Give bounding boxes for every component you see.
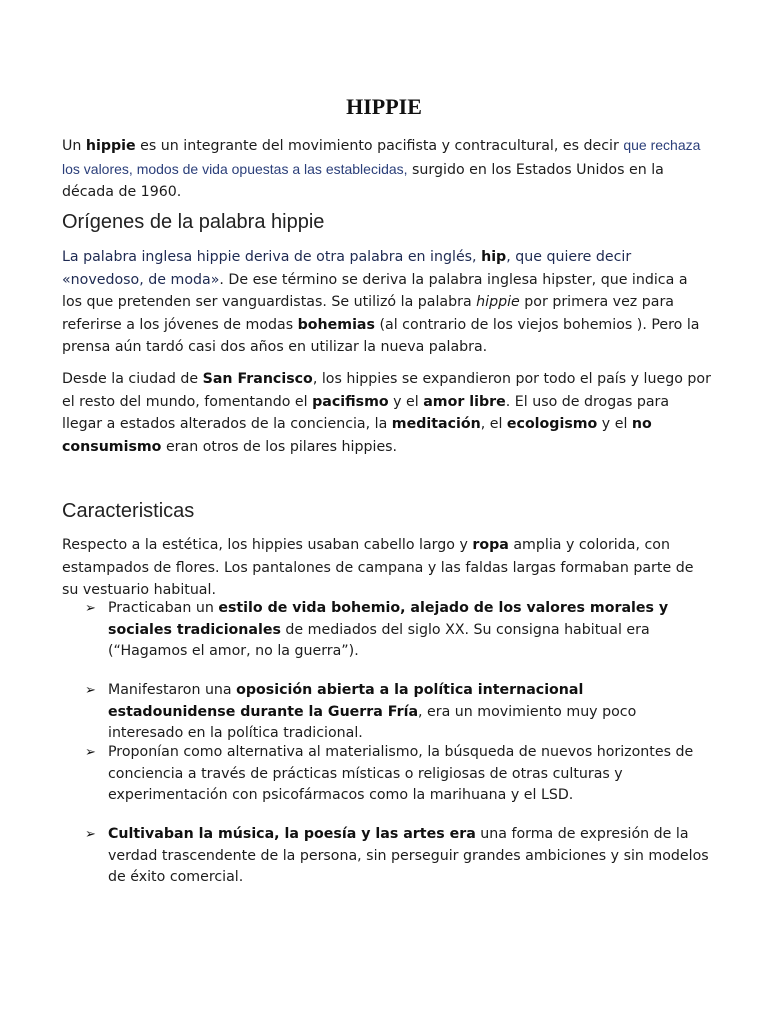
caracteristicas-paragraph	[62, 534, 712, 602]
bullet-1-bold: estilo de vida bohemio, alejado de los valores morales y sociales tradicionales	[108, 600, 669, 638]
bullet-4-bold: Cultivaban la música, la poesía y las artes era	[108, 826, 476, 842]
heading-origenes: Orígenes de la palabra hippie	[62, 211, 325, 233]
p2-text-7: eran otros de los pilares hippies.	[161, 438, 398, 455]
car-bold-ropa: ropa	[472, 537, 509, 553]
origenes-paragraph-2	[62, 368, 712, 458]
arrow-bullet-icon: ➢	[85, 601, 96, 616]
arrow-bullet-icon: ➢	[85, 683, 96, 698]
intro-link-text[interactable]: que rechaza los valores, modos de vida opuestas a las establecidas,	[62, 137, 701, 177]
p2-bold-san-francisco: San Francisco	[202, 371, 313, 387]
intro-text-1: Un	[62, 138, 86, 154]
document-title: HIPPIE	[346, 94, 422, 119]
p2-text-6: y el	[597, 416, 632, 432]
bullet-text-2	[108, 680, 715, 745]
bullet-2-bold: oposición abierta a la política internacional estadounidense durante la Guerra Fría	[108, 682, 584, 720]
bullet-1-text-a: Practicaban un	[108, 600, 219, 616]
origenes-text-5: (al contrario de los viejos bohemios ). Pero la prensa aún tardó casi dos años en utilizar la nueva palabra.	[62, 316, 700, 355]
intro-text-2: es un integrante del movimiento pacifista y contracultural, es decir	[135, 138, 624, 154]
bullet-4-text-b: una forma de expresión de la verdad trascendente de la persona, sin perseguir grandes ambiciones y sin modelos de éxito comercial.	[108, 826, 709, 885]
bullet-item-3	[85, 742, 715, 807]
p2-bold-pacifismo: pacifismo	[312, 393, 389, 410]
origenes-text-2: , que quiere decir «novedoso, de moda»	[62, 249, 632, 288]
bullet-3-text-a: Proponían como alternativa al materialismo, la búsqueda de nuevos horizontes de conciencia a través de prácticas místicas o religiosas de otras culturas y experimentación con psicofármacos como la marihuana y el LSD.	[108, 744, 694, 803]
p2-text-5: , el	[480, 416, 507, 432]
origenes-text-4: por primera vez para referirse a los jóvenes de modas	[62, 294, 674, 333]
p2-text-1: Desde la ciudad de	[62, 371, 203, 387]
bullet-text-1	[108, 598, 715, 663]
arrow-bullet-icon: ➢	[85, 745, 96, 760]
p2-bold-ecologismo: ecologismo	[506, 416, 598, 432]
p2-text-3: y el	[388, 393, 424, 410]
p2-text-2: , los hippies se expandieron por todo el país y luego por el resto del mundo, fomentando el	[62, 371, 711, 410]
bullet-item-2	[85, 680, 715, 745]
car-text-1: Respecto a la estética, los hippies usaban cabello largo y	[62, 537, 473, 553]
bullet-item-4	[85, 824, 715, 889]
bullet-2-text-a: Manifestaron una	[108, 682, 237, 698]
p2-bold-no-consumismo: no consumismo	[62, 416, 652, 455]
p2-bold-meditacion: meditación	[391, 416, 481, 432]
intro-bold-hippie: hippie	[85, 138, 136, 154]
intro-text-3: surgido en los Estados Unidos en la década de 1960.	[62, 161, 664, 200]
bullet-1-text-b: de mediados del siglo XX. Su consigna habitual era (“Hagamos el amor, no la guerra”).	[108, 621, 650, 659]
car-text-2: amplia y colorida, con estampados de flores. Los pantalones de campana y las faldas largas formaban parte de su vestuario habitual.	[62, 537, 694, 598]
bullet-text-3	[108, 742, 715, 807]
origenes-italic-hippie: hippie	[476, 294, 520, 310]
bullet-text-4	[108, 824, 715, 889]
p2-bold-amor-libre: amor libre	[423, 393, 506, 410]
p2-text-4: . El uso de drogas para llegar a estados alterados de la conciencia, la	[62, 393, 670, 432]
bullet-2-text-b: , era un movimiento muy poco interesado en la política tradicional.	[108, 703, 637, 741]
heading-caracteristicas: Caracteristicas	[62, 500, 195, 522]
origenes-paragraph-1	[62, 246, 712, 359]
origenes-bold-bohemias: bohemias	[297, 316, 375, 333]
origenes-text-3: . De ese término se deriva la palabra inglesa hipster, que indica a los que pretenden ser vanguardistas. Se utilizó la palabra	[62, 271, 688, 310]
arrow-bullet-icon: ➢	[85, 827, 96, 842]
bullet-item-1	[85, 598, 715, 663]
origenes-text-1: La palabra inglesa hippie deriva de otra palabra en inglés,	[62, 249, 482, 265]
origenes-bold-hip: hip	[481, 249, 507, 265]
intro-paragraph	[62, 134, 712, 204]
